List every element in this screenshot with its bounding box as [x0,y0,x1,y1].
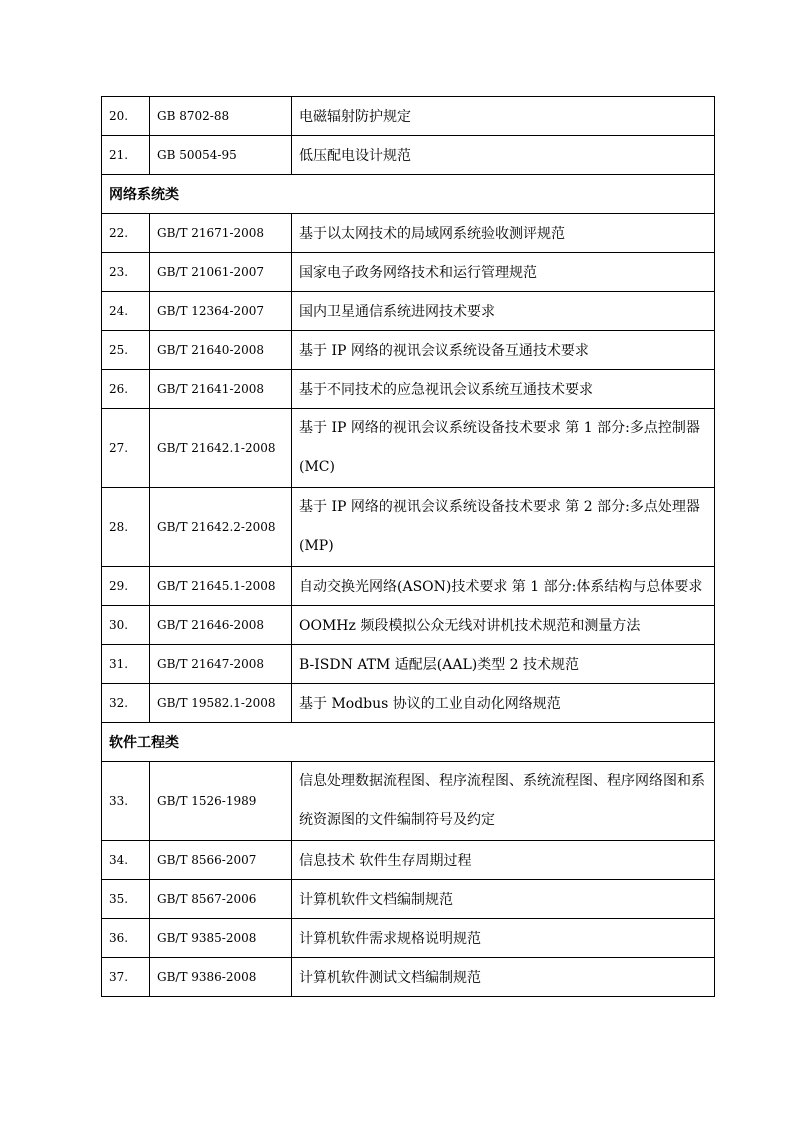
standard-title: B-ISDN ATM 适配层(AAL)类型 2 技术规范 [292,645,715,684]
standard-title: 信息处理数据流程图、程序流程图、系统流程图、程序网络图和系统资源图的文件编制符号及约定 [292,762,715,841]
row-number: 22. [102,214,150,253]
standard-code: GB 8702-88 [150,97,292,136]
standard-code: GB/T 21640-2008 [150,331,292,370]
standard-code: GB/T 12364-2007 [150,292,292,331]
table-row [102,409,715,488]
row-number: 28. [102,488,150,567]
standard-code: GB/T 19582.1-2008 [150,684,292,723]
standard-title: 电磁辐射防护规定 [292,97,715,136]
standard-title: 自动交换光网络(ASON)技术要求 第 1 部分:体系结构与总体要求 [292,567,715,606]
section-row [102,175,715,214]
table-row [102,292,715,331]
row-number: 37. [102,958,150,997]
row-number: 24. [102,292,150,331]
row-number: 29. [102,567,150,606]
standard-code: GB 50054-95 [150,136,292,175]
row-number: 36. [102,919,150,958]
table-row [102,136,715,175]
row-number: 35. [102,880,150,919]
standard-title: OOMHz 频段模拟公众无线对讲机技术规范和测量方法 [292,606,715,645]
standard-code: GB/T 8567-2006 [150,880,292,919]
standard-title: 基于 Modbus 协议的工业自动化网络规范 [292,684,715,723]
table-row [102,762,715,841]
table-row [102,919,715,958]
row-number: 32. [102,684,150,723]
table-row [102,488,715,567]
standard-code: GB/T 21647-2008 [150,645,292,684]
standard-title: 国家电子政务网络技术和运行管理规范 [292,253,715,292]
standards-table [101,96,715,997]
table-row [102,567,715,606]
row-number: 25. [102,331,150,370]
standard-title: 国内卫星通信系统进网技术要求 [292,292,715,331]
standard-title: 基于 IP 网络的视讯会议系统设备技术要求 第 2 部分:多点处理器 (MP) [292,488,715,567]
row-number: 27. [102,409,150,488]
standard-code: GB/T 1526-1989 [150,762,292,841]
section-heading: 软件工程类 [102,723,715,762]
section-heading: 网络系统类 [102,175,715,214]
row-number: 31. [102,645,150,684]
table-row [102,841,715,880]
section-row [102,723,715,762]
standard-title: 信息技术 软件生存周期过程 [292,841,715,880]
standard-title: 计算机软件文档编制规范 [292,880,715,919]
standard-code: GB/T 21645.1-2008 [150,567,292,606]
standard-code: GB/T 21641-2008 [150,370,292,409]
standard-title: 基于 IP 网络的视讯会议系统设备技术要求 第 1 部分:多点控制器 (MC) [292,409,715,488]
row-number: 30. [102,606,150,645]
standard-code: GB/T 21642.2-2008 [150,488,292,567]
standard-title: 计算机软件测试文档编制规范 [292,958,715,997]
table-row [102,880,715,919]
standard-code: GB/T 9386-2008 [150,958,292,997]
standard-title: 基于 IP 网络的视讯会议系统设备互通技术要求 [292,331,715,370]
standard-code: GB/T 21671-2008 [150,214,292,253]
table-row [102,958,715,997]
table-row [102,331,715,370]
table-row [102,214,715,253]
standard-code: GB/T 9385-2008 [150,919,292,958]
standard-code: GB/T 21646-2008 [150,606,292,645]
row-number: 34. [102,841,150,880]
row-number: 21. [102,136,150,175]
standard-title: 基于不同技术的应急视讯会议系统互通技术要求 [292,370,715,409]
table-row [102,645,715,684]
table-row [102,97,715,136]
row-number: 26. [102,370,150,409]
table-row [102,253,715,292]
row-number: 33. [102,762,150,841]
standard-title: 基于以太网技术的局域网系统验收测评规范 [292,214,715,253]
standard-code: GB/T 8566-2007 [150,841,292,880]
table-row [102,684,715,723]
row-number: 20. [102,97,150,136]
standard-code: GB/T 21642.1-2008 [150,409,292,488]
standard-code: GB/T 21061-2007 [150,253,292,292]
standard-title: 计算机软件需求规格说明规范 [292,919,715,958]
standard-title: 低压配电设计规范 [292,136,715,175]
table-row [102,370,715,409]
row-number: 23. [102,253,150,292]
table-row [102,606,715,645]
